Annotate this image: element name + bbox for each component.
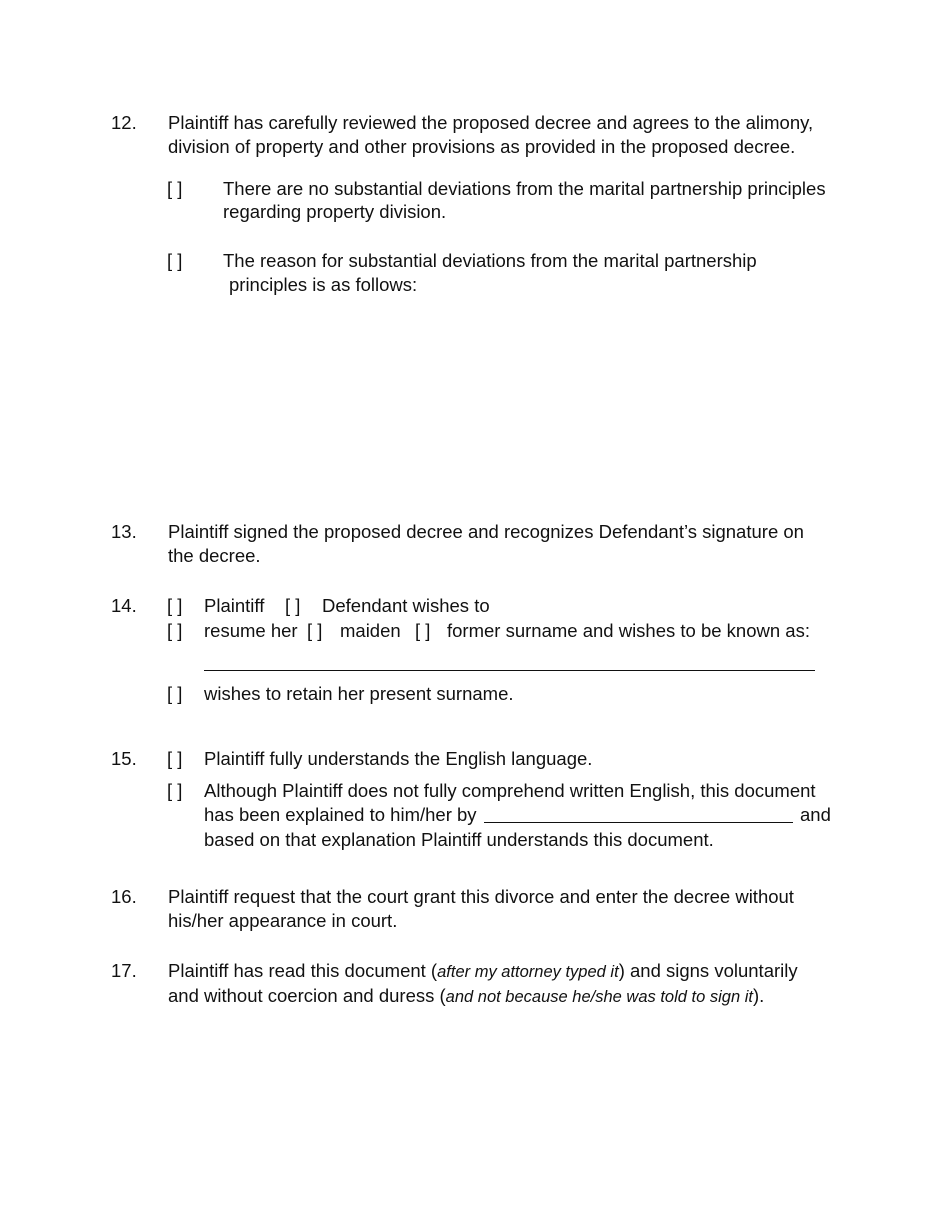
text-segment: Plaintiff has read this document (: [168, 960, 438, 981]
italic-note: after my attorney typed it: [437, 963, 619, 981]
item-number: 15.: [111, 748, 137, 769]
text-segment: ) and signs voluntarily: [618, 960, 798, 981]
checkbox-understands-english[interactable]: [ ]: [167, 748, 183, 769]
option-text-line: regarding property division.: [223, 201, 447, 222]
checkbox-no-deviation[interactable]: [ ]: [167, 178, 183, 199]
item-text-line: his/her appearance in court.: [168, 910, 398, 931]
item-text-line: [168, 959, 798, 985]
item-number: 13.: [111, 521, 137, 542]
item-text-line: division of property and other provisions as provided in the proposed decree.: [168, 136, 796, 157]
checkbox-resume[interactable]: [ ]: [167, 620, 183, 641]
label-former-surname: former surname and wishes to be known as:: [447, 620, 810, 641]
option-text-line: There are no substantial deviations from the marital partnership principles: [223, 178, 826, 199]
label-explained-line: Although Plaintiff does not fully comprehend written English, this document: [204, 780, 816, 801]
label-retain-surname: wishes to retain her present surname.: [204, 683, 514, 704]
italic-note: and not because he/she was told to sign it: [445, 988, 753, 1006]
item-number: 12.: [111, 112, 137, 133]
label-explained-line: based on that explanation Plaintiff understands this document.: [204, 829, 714, 850]
checkbox-deviation-reason[interactable]: [ ]: [167, 250, 183, 271]
label-plaintiff: Plaintiff: [204, 595, 265, 616]
item-text-line: the decree.: [168, 545, 261, 566]
item-number: 14.: [111, 595, 137, 616]
item-text-line: Plaintiff request that the court grant this divorce and enter the decree without: [168, 886, 794, 907]
checkbox-defendant[interactable]: [ ]: [285, 595, 301, 616]
checkbox-retain-surname[interactable]: [ ]: [167, 683, 183, 704]
explained-by-blank[interactable]: [484, 803, 793, 823]
label-explained-line: and: [800, 804, 831, 825]
checkbox-plaintiff[interactable]: [ ]: [167, 595, 183, 616]
option-text-line: principles is as follows:: [229, 274, 418, 295]
item-text-line: [168, 984, 764, 1010]
label-defendant-wishes: Defendant wishes to: [322, 595, 490, 616]
label-maiden: maiden: [340, 620, 401, 641]
deviation-reason-space[interactable]: [229, 305, 829, 495]
label-resume-her: resume her: [204, 620, 298, 641]
item-text-line: Plaintiff signed the proposed decree and recognizes Defendant’s signature on: [168, 521, 804, 542]
known-as-name-blank[interactable]: [204, 648, 815, 671]
option-text-line: The reason for substantial deviations from the marital partnership: [223, 250, 757, 271]
text-segment: ).: [752, 985, 765, 1006]
item-text-line: Plaintiff has carefully reviewed the proposed decree and agrees to the alimony,: [168, 112, 814, 133]
text-segment: and without coercion and duress (: [168, 985, 446, 1006]
label-understands-english: Plaintiff fully understands the English language.: [204, 748, 593, 769]
checkbox-former[interactable]: [ ]: [415, 620, 431, 641]
item-number: 16.: [111, 886, 137, 907]
checkbox-explained[interactable]: [ ]: [167, 780, 183, 801]
checkbox-maiden[interactable]: [ ]: [307, 620, 323, 641]
item-number: 17.: [111, 960, 137, 981]
label-explained-line: has been explained to him/her by: [204, 804, 477, 825]
